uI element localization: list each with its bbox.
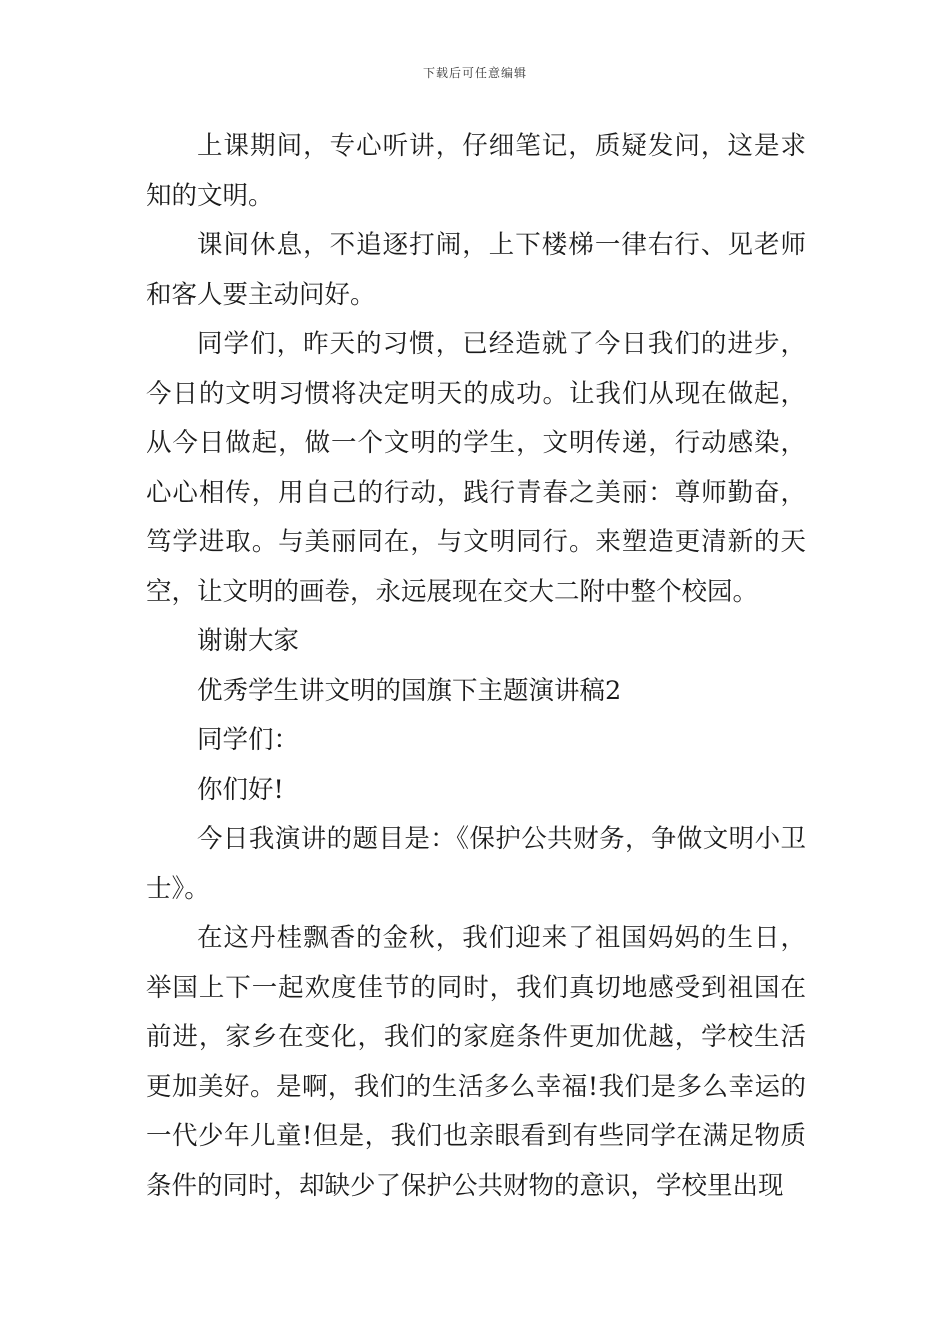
document-body (146, 122, 806, 1211)
greeting: 你们好! (197, 774, 284, 805)
paragraph-1: 上课期间，专心听讲，仔细笔记，质疑发问，这是求知的文明。 (146, 131, 806, 211)
closing-thanks: 谢谢大家 (197, 626, 300, 656)
salutation: 同学们： (197, 725, 300, 755)
paragraph-3: 同学们，昨天的习惯，已经造就了今日我们的进步，今日的文明习惯将决定明天的成功。让我们从现在做起，从今日做起，做一个文明的学生，文明传递，行动感染，心心相传，用自己的行动，践行青春之美丽：尊师勤奋，笃学进取。与美丽同在，与文明同行。来塑造更清新的天空，让文明的画卷，永远展现在交大二附中整个校园。 (146, 329, 806, 607)
paragraph-autumn: 在这丹桂飘香的金秋，我们迎来了祖国妈妈的生日，举国上下一起欢度佳节的同时，我们真切地感受到祖国在前进，家乡在变化，我们的家庭条件更加优越，学校生活更加美好。是啊，我们的生活多么幸福!我们是多么幸运的一代少年儿童!但是，我们也亲眼看到有些同学在满足物质条件的同时，却缺少了保护公共财物的意识，学校里出现 (146, 923, 806, 1201)
speech-title: 优秀学生讲文明的国旗下主题演讲稿2 (197, 675, 622, 706)
paragraph-topic: 今日我演讲的题目是：《保护公共财务，争做文明小卫士》。 (146, 824, 806, 904)
paragraph-2: 课间休息，不追逐打闹，上下楼梯一律右行、见老师和客人要主动问好。 (146, 230, 806, 310)
page-header: 下载后可任意编辑 (422, 66, 527, 80)
